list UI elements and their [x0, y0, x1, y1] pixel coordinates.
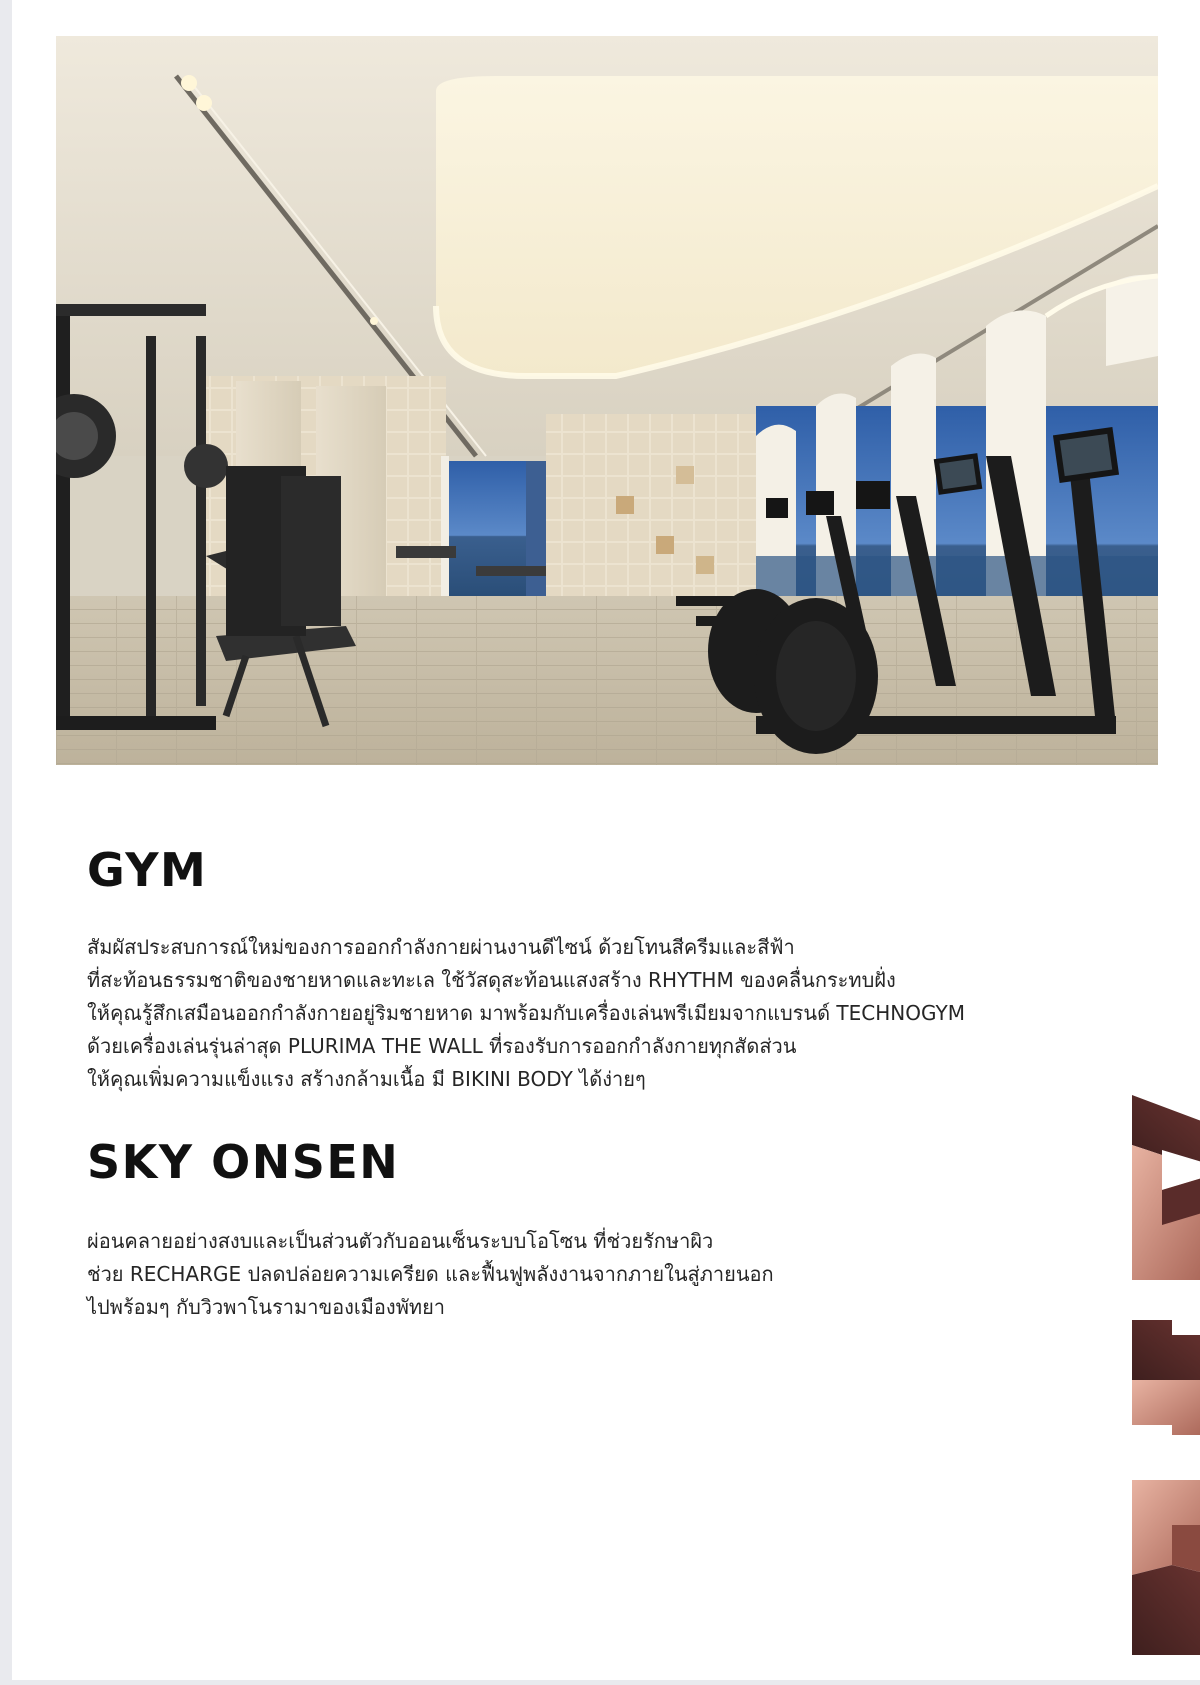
gym-description-line: ด้วยเครื่องเล่นรุ่นล่าสุด PLURIMA THE WALL ที่รองรับการออกกำลังกายทุกสัดส่วน [87, 1034, 797, 1058]
gym-description-line: ที่สะท้อนธรรมชาติของชายหาดและทะเล ใช้วัสดุสะท้อนแสงสร้าง RHYTHM ของคลื่นกระทบฝั่ง [87, 968, 896, 992]
sky-onsen-description-line: ไปพร้อมๆ กับวิวพาโนรามาของเมืองพัทยา [87, 1295, 446, 1319]
gym-description-line: ให้คุณเพิ่มความแข็งแรง สร้างกล้ามเนื้อ มี BIKINI BODY ได้ง่ายๆ [87, 1067, 646, 1091]
brochure-page [12, 0, 1200, 1680]
section-title-sky-onsen: SKY ONSEN [87, 1135, 400, 1189]
sky-onsen-description-line: ช่วย RECHARGE ปลดปล่อยความเครียด และฟื้นฟูพลังงานจากภายในสู่ภายนอก [87, 1262, 774, 1286]
sky-onsen-description-line: ผ่อนคลายอย่างสงบและเป็นส่วนตัวกับออนเซ็นระบบโอโซน ที่ช่วยรักษาผิว [87, 1229, 714, 1253]
gym-hero-image [56, 36, 1158, 765]
section-title-gym: GYM [87, 843, 208, 897]
brand-logo-mark [1132, 1095, 1200, 1655]
sky-onsen-description [87, 1225, 774, 1324]
gym-description-line: สัมผัสประสบการณ์ใหม่ของการออกกำลังกายผ่านงานดีไซน์ ด้วยโทนสีครีมและสีฟ้า [87, 935, 795, 959]
gym-description [87, 931, 965, 1096]
gym-description-line: ให้คุณรู้สึกเสมือนออกกำลังกายอยู่ริมชายหาด มาพร้อมกับเครื่องเล่นพรีเมียมจากแบรนด์ TECHNOGYM [87, 1001, 965, 1025]
